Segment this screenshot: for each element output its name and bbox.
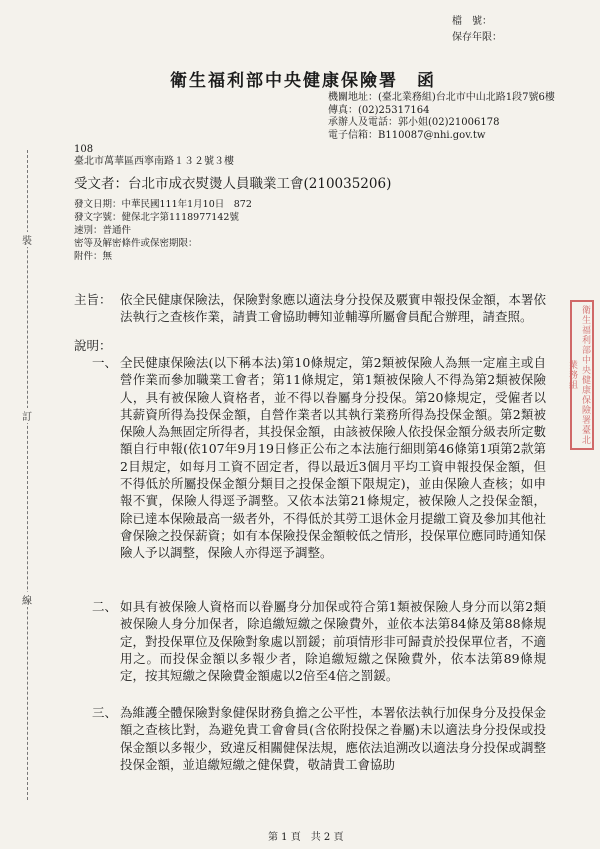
file-number-label: 檔 號： [452, 16, 492, 27]
addressee: 受文者：台北市成衣熨燙人員職業工會(210035206) [74, 176, 392, 192]
document-title: 衛生福利部中央健康保險署 函 [170, 71, 436, 91]
receipt-stamp: 衛生福利部中央健康保險署臺北業務組 [570, 300, 594, 450]
document-meta [74, 198, 252, 263]
retention-period-label: 保存年限： [452, 32, 502, 43]
subject-label: 主旨： [74, 292, 112, 307]
item-1-number: 一、 [92, 355, 118, 370]
secrecy-level: 密等及解密條件或保密期限： [74, 238, 198, 249]
recipient-address: 臺北市萬華區西寧南路１３２號３樓 [74, 156, 234, 167]
page-number: 第 1 頁 共 2 頁 [268, 832, 344, 843]
item-2-number: 二、 [92, 599, 118, 614]
item-2-text: 如具有被保險人資格而以眷屬身分加保或符合第1類被保險人身分而以第2類被保險人身分加保者，除追繳短繳之保險費外，並依本法第84條及第88條規定，對投保單位及保險對象處以罰鍰；前項情形非可歸責於投保單位者，不適用之。而投保金額以多報少者，除追繳短繳之保險費外，依本法第89條規定，按其短繳之保險費金額處以2倍至4倍之罰鍰。 [120, 599, 546, 684]
item-3-text: 為維護全體保險對象健保財務負擔之公平性，本署依法執行加保身分及投保金額之查核比對，為避免貴工會會員(含依附投保之眷屬)未以適法身分投保或投保金額以多報少，致違反相關健保法規，應依法追溯改以適法身分投保或調整投保金額，並追繳短繳之健保費，敬請貴工會協助 [120, 705, 546, 772]
binding-mark-bottom: 線 [22, 592, 32, 607]
agency-fax: 傳真：(02)25317164 [328, 104, 430, 116]
contact-person: 承辦人及電話：郭小姐(02)21006178 [328, 117, 500, 128]
binding-line [27, 150, 28, 800]
document-number: 發文字號：健保北字第1118977142號 [74, 212, 239, 223]
agency-email: 電子信箱：B110087@nhi.gov.tw [328, 129, 486, 141]
agency-address: 機關地址：(臺北業務組)台北市中山北路1段7號6樓 [328, 92, 555, 103]
agency-contact-block [328, 92, 555, 142]
attachment: 附件：無 [74, 251, 113, 262]
issue-date: 發文日期：中華民國111年1月10日 872 [74, 199, 252, 210]
item-1-text: 全民健康保險法(以下稱本法)第10條規定，第2類被保險人為無一定雇主或自營作業而參加職業工會者；第11條規定，第1類被保險人不得為第2類被保險人，具有被保險人資格者，並不得以眷屬身分投保。第20條規定，受僱者以其薪資所得為投保金額，自營作業者以其執行業務所得為投保金額。第2類被保險人為無固定所得者，其投保金額，由該被保險人依投保金額分級表所定數額自行申報(依107年9月19日修正公布之本法施行細則第46條第1項第2款第2目規定，如每月工資不固定者，得以最近3個月平均工資申報投保金額，但不得低於所屬投保金額分類目之投保金額下限規定)，並由保險人查核；如申報不實，保險人得逕予調整。又依本法第21條規定，被保險人之投保金額，除已達本保險最高一級者外，不得低於其勞工退休金月提繳工資及參加其他社會保險之投保薪資；如有本保險投保金額較低之情形，投保單位應同時通知保險人予以調整，保險人亦得逕予調整。 [120, 355, 546, 561]
delivery-speed: 速別：普通件 [74, 225, 132, 236]
postal-code: 108 [74, 144, 94, 155]
subject-text: 依全民健康保險法，保險對象應以適法身分投保及覈實申報投保金額，本署依法執行之查核作業，請貴工會協助轉知並輔導所屬會員配合辦理，請查照。 [120, 292, 546, 325]
binding-mark-top: 裝 [22, 232, 32, 247]
binding-mark-middle: 訂 [22, 408, 32, 423]
item-3-number: 三、 [92, 705, 118, 720]
explanation-label: 說明： [74, 338, 112, 353]
